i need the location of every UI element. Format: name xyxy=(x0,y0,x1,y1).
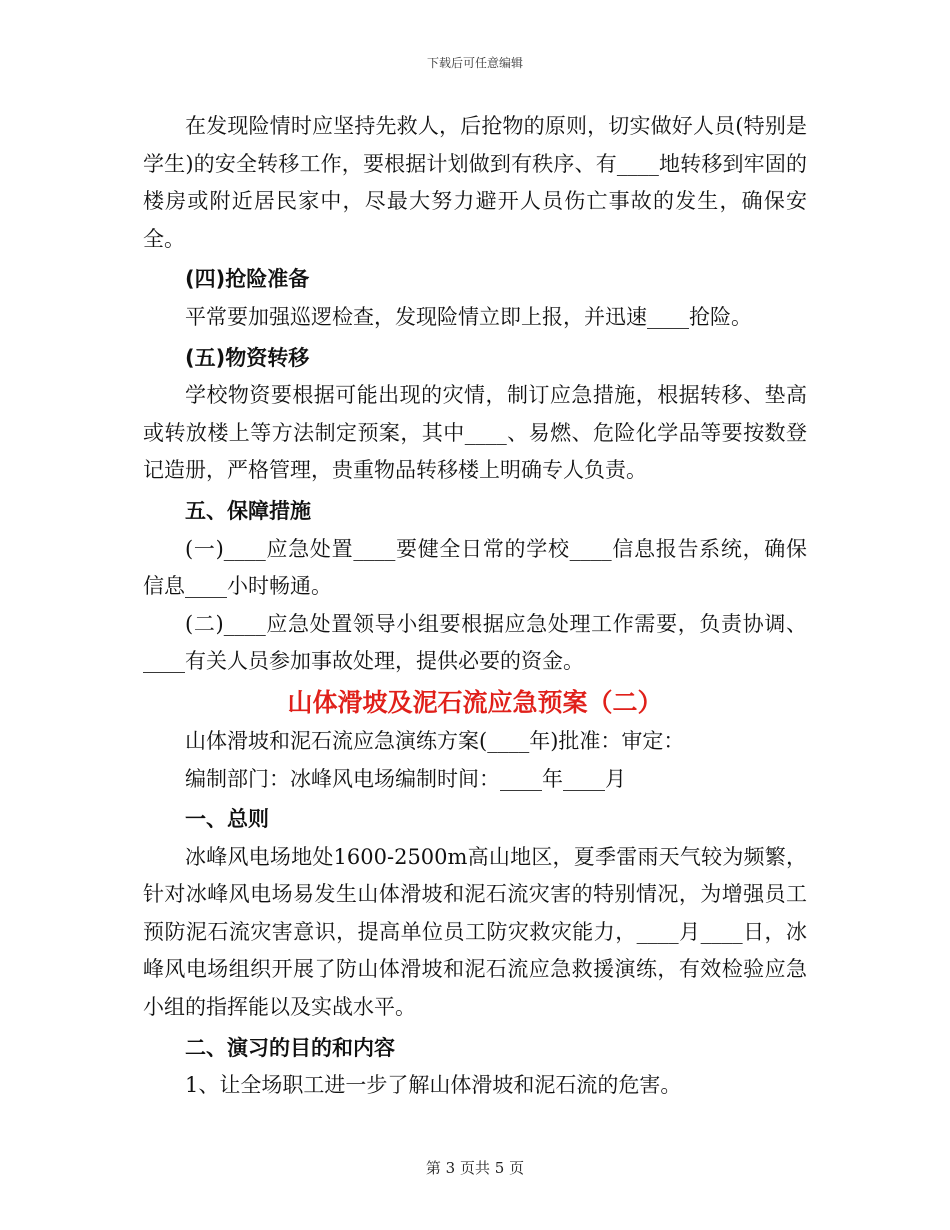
section-title: 山体滑坡及泥石流应急预案（二） xyxy=(287,687,663,717)
heading-general-provisions: 一、总则 xyxy=(185,807,269,832)
heading-rescue-preparation: (四)抢险准备 xyxy=(185,267,310,292)
heading-drill-purpose: 二、演习的目的和内容 xyxy=(185,1035,395,1060)
paragraph-plan-approval: 山体滑坡和泥石流应急演练方案(____年)批准：审定： xyxy=(185,728,685,753)
document-body xyxy=(143,108,807,1105)
paragraph-patrol: 平常要加强巡逻检查，发现险情立即上报，并迅速____抢险。 xyxy=(185,304,752,329)
heading-safeguard-measures: 五、保障措施 xyxy=(185,498,311,523)
paragraph-material-transfer: 学校物资要根据可能出现的灾情，制订应急措施，根据转移、垫高或转放楼上等方法制定预案，其中____、易燃、危险化学品等要按数登记造册，严格管理，贵重物品转移楼上明确专人负责。 xyxy=(143,383,807,483)
page-header: 下载后可任意编辑 xyxy=(426,56,523,70)
paragraph-safeguard-two: (二)____应急处置领导小组要根据应急处理工作需要，负责协调、____有关人员参加事故处理，提供必要的资金。 xyxy=(143,611,807,674)
paragraph-rescue-principle: 在发现险情时应坚持先救人，后抢物的原则，切实做好人员(特别是学生)的安全转移工作，要根据计划做到有秩序、有____地转移到牢固的楼房或附近居民家中，尽最大努力避开人员伤亡事故的发生，确保安全。 xyxy=(143,114,807,251)
page-footer: 第 3 页共 5 页 xyxy=(425,1159,525,1177)
paragraph-safeguard-one: (一)____应急处置____要健全日常的学校____信息报告系统，确保信息____小时畅通。 xyxy=(143,536,807,599)
paragraph-compiling-department: 编制部门：冰峰风电场编制时间：____年____月 xyxy=(185,766,626,791)
paragraph-general-provisions: 冰峰风电场地处1600-2500m高山地区，夏季雷雨天气较为频繁，针对冰峰风电场易发生山体滑坡和泥石流灾害的特别情况，为增强员工预防泥石流灾害意识，提高单位员工防灾救灾能力，____月____日，冰峰风电场组织开展了防山体滑坡和泥石流应急救援演练，有效检验应急小组的指挥能以及实战水平。 xyxy=(143,844,807,1020)
heading-material-transfer: (五)物资转移 xyxy=(185,345,310,370)
paragraph-drill-purpose-one: 1、让全场职工进一步了解山体滑坡和泥石流的危害。 xyxy=(185,1073,682,1098)
